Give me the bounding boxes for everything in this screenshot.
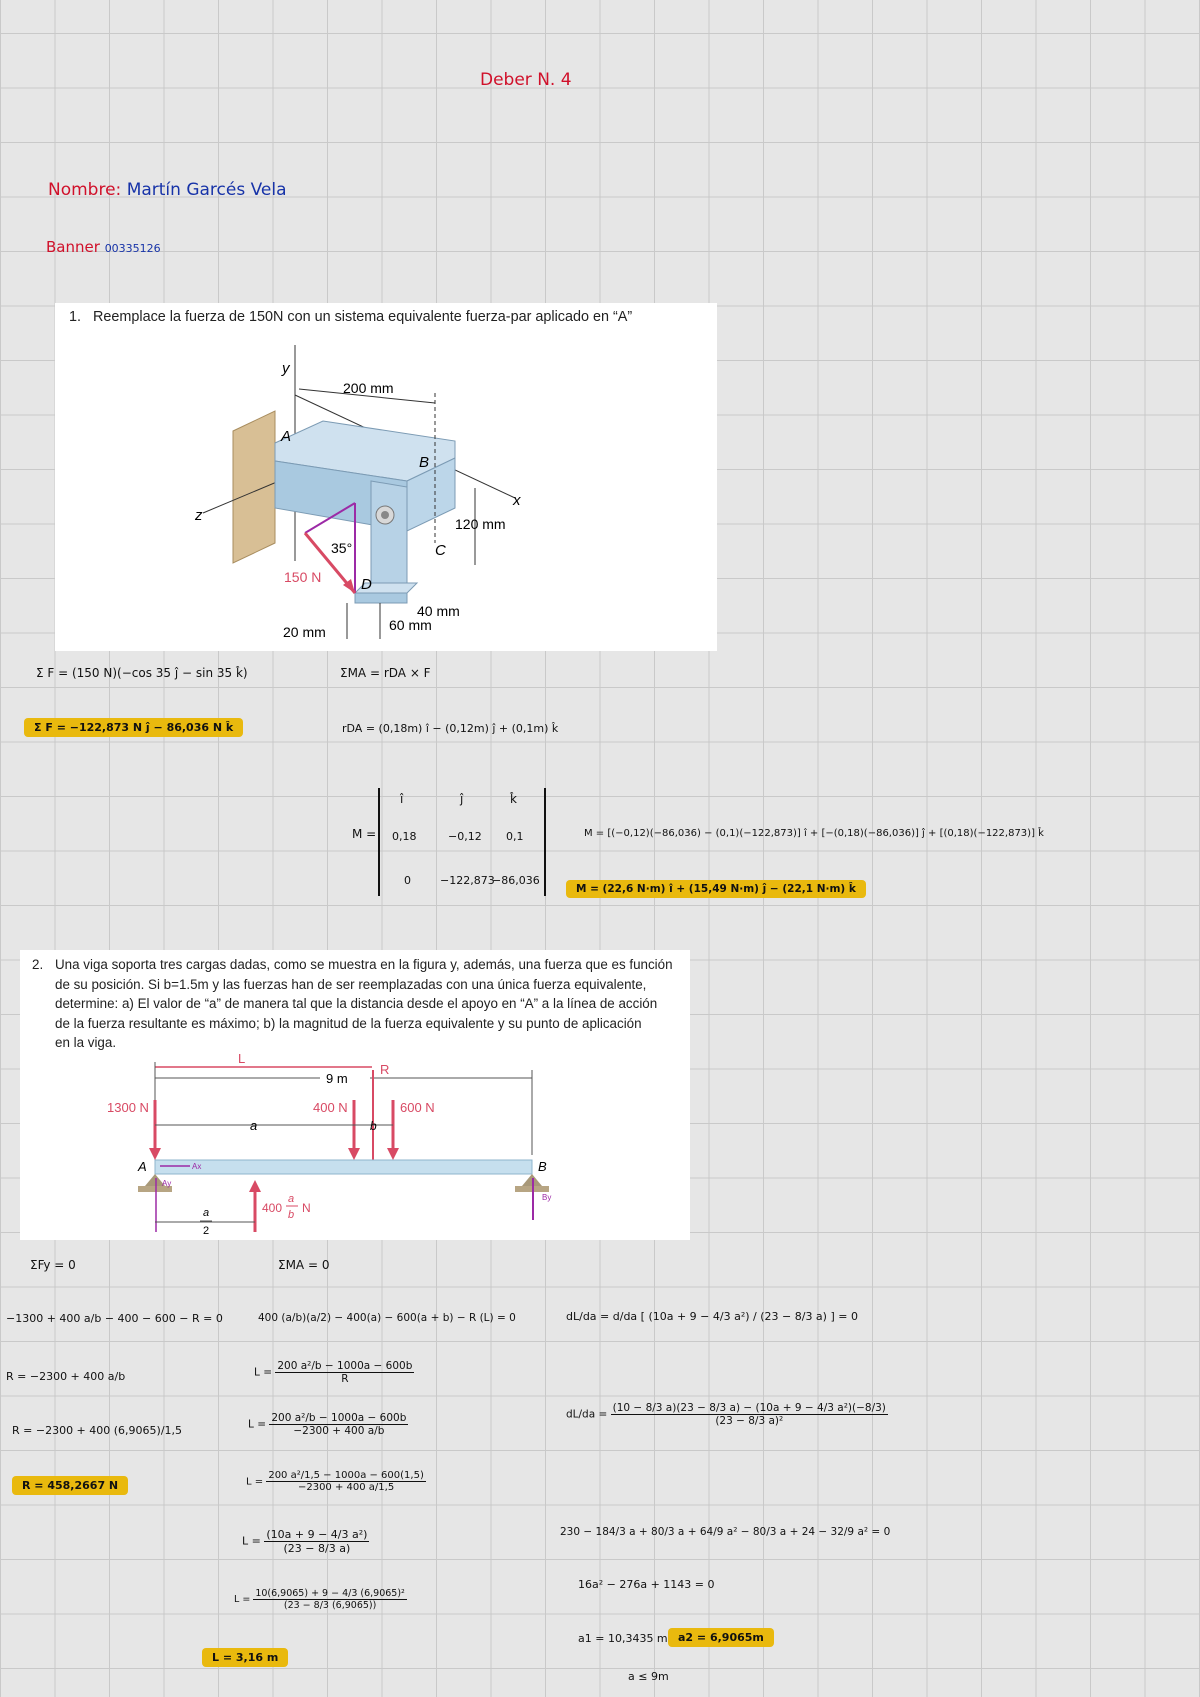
l-label: L xyxy=(238,1051,246,1066)
dist-load-unit: N xyxy=(302,1201,311,1215)
dl-frac xyxy=(611,1402,888,1427)
p1-sum-forces: Σ F = (150 N)(−cos 35 ĵ − sin 35 k̂) xyxy=(36,666,248,680)
p1-moment-expanded: M = [(−0,12)(−86,036) − (0,1)(−122,873)] î + [−(0,18)(−86,036)] ĵ + [(0,18)(−122,873)] k̂ xyxy=(584,828,1044,839)
banner-id xyxy=(46,238,161,256)
p2-r-expression: R = −2300 + 400 a/b xyxy=(6,1370,126,1383)
p2-r-result: R = 458,2667 N xyxy=(12,1476,128,1495)
dim-60mm: 60 mm xyxy=(389,617,432,633)
dim-200mm: 200 mm xyxy=(343,380,394,396)
det-k: k̂ xyxy=(510,792,517,806)
ay-label: Ay xyxy=(162,1179,172,1188)
p1-m-label: M = xyxy=(352,827,377,841)
p2-derivative-set: dL/da = d/da [ (10a + 9 − 4/3 a²) / (23 − 8/3 a) ] = 0 xyxy=(566,1310,858,1323)
p1-position-vector: rDA = (0,18m) î − (0,12m) ĵ + (0,1m) k̂ xyxy=(342,722,559,735)
l-step3-label: L = xyxy=(246,1476,264,1488)
dl-den: (23 − 8/3 a)² xyxy=(715,1415,784,1427)
problem1-number: 1. xyxy=(69,309,82,325)
problem2-number: 2. xyxy=(32,957,44,972)
point-d-label: D xyxy=(361,576,372,593)
det-j: ĵ xyxy=(460,792,464,806)
force-label: 150 N xyxy=(284,569,322,585)
l-step1-den: R xyxy=(341,1373,349,1385)
p2-r-substituted: R = −2300 + 400 (6,9065)/1,5 xyxy=(12,1424,183,1437)
b-dim-label: b xyxy=(370,1119,377,1133)
p1-sum-moments: ΣMA = rDA × F xyxy=(340,666,431,680)
l-step1-label: L = xyxy=(254,1366,272,1379)
z-axis-label: z xyxy=(195,507,203,524)
r-label: R xyxy=(380,1062,390,1077)
det-r3c2: −122,873 xyxy=(440,874,495,887)
l-step2-label: L = xyxy=(248,1418,266,1431)
l-step5-num: 10(6,9065) + 9 − 4/3 (6,9065)² xyxy=(255,1588,405,1599)
p2-l-step1 xyxy=(254,1360,414,1385)
problem1-text: Reemplace la fuerza de 150N con un sistema equivalente fuerza-par aplicado en “A” xyxy=(93,309,633,325)
bracket-foot-front xyxy=(355,593,407,603)
l-step1-num: 200 a²/b − 1000a − 600b xyxy=(277,1360,413,1372)
l-step4-frac xyxy=(264,1528,369,1555)
name-value: Martín Garcés Vela xyxy=(126,180,287,200)
l-step3-den: −2300 + 400 a/1,5 xyxy=(297,1482,395,1493)
l-step5-frac xyxy=(253,1588,407,1611)
l-step4-num: (10a + 9 − 4/3 a²) xyxy=(266,1528,368,1541)
problem2-line2: de su posición. Si b=1.5m y las fuerzas han de ser reemplazadas con una única fuerza equivalente, xyxy=(55,976,647,992)
dist-load-num: a xyxy=(288,1193,295,1205)
point-a-label: A xyxy=(281,428,292,445)
l-step4-label: L = xyxy=(242,1534,261,1548)
angle-label: 35° xyxy=(331,540,353,556)
p2-root1: a1 = 10,3435 m xyxy=(578,1632,668,1645)
p2-l-step5 xyxy=(234,1588,407,1611)
det-r2c1: 0,18 xyxy=(392,830,417,843)
point-b-label: B xyxy=(419,454,430,471)
l-step2-num: 200 a²/b − 1000a − 600b xyxy=(271,1412,407,1424)
l-step5-den: (23 − 8/3 (6,9065)) xyxy=(283,1600,377,1611)
dim-120mm: 120 mm xyxy=(455,516,506,532)
p1-determinant xyxy=(378,788,546,896)
dl-label: dL/da = xyxy=(566,1408,608,1421)
beam-figure xyxy=(20,950,690,1240)
p2-l-step4 xyxy=(242,1528,369,1555)
banner-label: Banner xyxy=(46,238,100,256)
det-r3c3: −86,036 xyxy=(492,874,540,887)
student-name xyxy=(48,180,287,200)
load-400n: 400 N xyxy=(313,1100,348,1115)
ax-label: Ax xyxy=(192,1162,202,1171)
beam xyxy=(155,1160,532,1174)
half-a-num: a xyxy=(203,1207,210,1219)
l-step4-den: (23 − 8/3 a) xyxy=(283,1542,351,1555)
beam-point-b: B xyxy=(538,1159,547,1174)
p2-l-result: L = 3,16 m xyxy=(202,1648,288,1667)
problem2-card xyxy=(20,950,690,1240)
p2-polynomial: 16a² − 276a + 1143 = 0 xyxy=(578,1578,715,1591)
bracket-plate xyxy=(371,481,407,593)
p2-derivative xyxy=(566,1402,888,1427)
problem1-card xyxy=(55,303,717,651)
banner-value: 00335126 xyxy=(104,242,161,255)
p2-polynomial-expanded: 230 − 184/3 a + 80/3 a + 64/9 a² − 80/3 a + 24 − 32/9 a² = 0 xyxy=(560,1526,891,1538)
det-i: î xyxy=(400,792,404,806)
p1-moment-result: M = (22,6 N·m) î + (15,49 N·m) ĵ − (22,1 N·m) k̂ xyxy=(566,880,866,898)
l-step3-num: 200 a²/1,5 − 1000a − 600(1,5) xyxy=(268,1470,424,1481)
p2-moment-eq: 400 (a/b)(a/2) − 400(a) − 600(a + b) − R (L) = 0 xyxy=(258,1312,516,1324)
problem2-line1: Una viga soporta tres cargas dadas, como se muestra en la figura y, además, una fuerza que es función xyxy=(55,957,673,972)
problem2-line4: de la fuerza resultante es máximo; b) la magnitud de la fuerza equivalente y su punto de aplicación xyxy=(55,1015,642,1031)
p2-root-result: a2 = 6,9065m xyxy=(668,1628,774,1647)
name-label: Nombre: xyxy=(48,180,122,200)
wall xyxy=(233,411,275,563)
bracket-figure xyxy=(55,303,717,651)
p2-l-step3 xyxy=(246,1470,426,1493)
y-axis-label: y xyxy=(282,360,290,377)
dist-load-value: 400 xyxy=(262,1201,283,1215)
dim-40mm: 40 mm xyxy=(417,603,460,619)
l-step2-den: −2300 + 400 a/b xyxy=(293,1425,385,1437)
a-dim-label: a xyxy=(250,1118,258,1133)
load-600n: 600 N xyxy=(400,1100,435,1115)
x-axis-label: x xyxy=(513,492,521,509)
by-label: By xyxy=(542,1193,552,1202)
l-step1-frac xyxy=(275,1360,414,1385)
dim-9m: 9 m xyxy=(326,1071,348,1086)
p2-eq1: −1300 + 400 a/b − 400 − 600 − R = 0 xyxy=(6,1312,223,1325)
dim-20mm: 20 mm xyxy=(283,624,326,640)
det-r2c3: 0,1 xyxy=(506,830,524,843)
dist-load-den: b xyxy=(288,1209,295,1221)
dl-num: (10 − 8/3 a)(23 − 8/3 a) − (10a + 9 − 4/3 a²)(−8/3) xyxy=(612,1402,886,1414)
p1-force-result: Σ F = −122,873 N ĵ − 86,036 N k̂ xyxy=(24,718,243,737)
l-step5-label: L = xyxy=(234,1594,251,1605)
p2-sum-ma: ΣMA = 0 xyxy=(278,1258,330,1272)
point-c-label: C xyxy=(435,542,446,559)
load-1300n: 1300 N xyxy=(107,1100,149,1115)
det-r3c1: 0 xyxy=(404,874,411,887)
l-step3-frac xyxy=(266,1470,426,1493)
page-title: Deber N. 4 xyxy=(480,70,572,90)
l-step2-frac xyxy=(269,1412,408,1437)
det-r2c2: −0,12 xyxy=(448,830,482,843)
problem2-line5: en la viga. xyxy=(55,1035,117,1050)
half-a-den: 2 xyxy=(203,1225,210,1237)
beam-point-a: A xyxy=(138,1159,147,1174)
p2-sum-fy: ΣFy = 0 xyxy=(30,1258,76,1272)
p2-l-step2 xyxy=(248,1412,408,1437)
problem2-line3: determine: a) El valor de “a” de manera tal que la distancia desde el apoyo en “A” a la línea de acción xyxy=(55,996,658,1011)
p2-constraint: a ≤ 9m xyxy=(628,1670,669,1683)
